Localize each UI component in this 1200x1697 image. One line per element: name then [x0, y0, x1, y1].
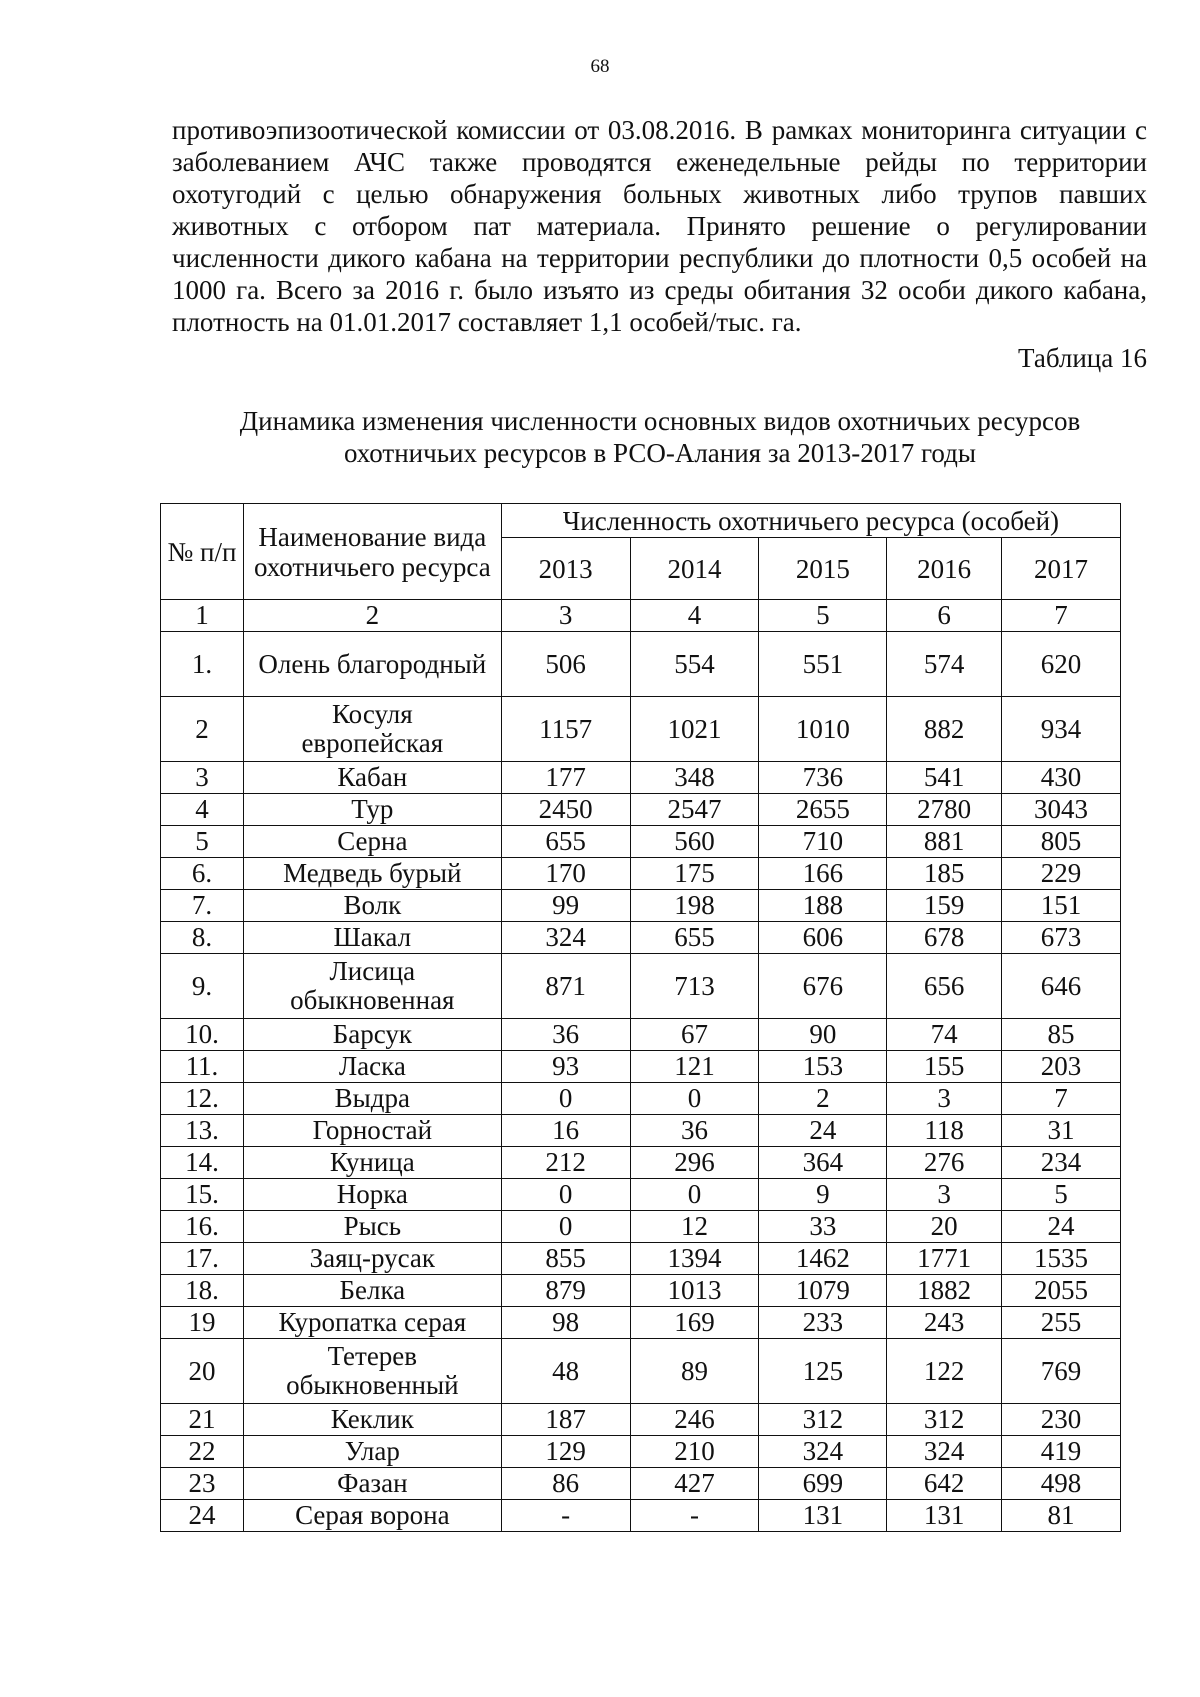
- population-value: 673: [1002, 922, 1121, 954]
- population-value: 419: [1002, 1436, 1121, 1468]
- population-value: 656: [887, 954, 1002, 1019]
- population-value: 296: [630, 1147, 759, 1179]
- species-name: Косуля европейская: [243, 697, 501, 762]
- column-number: 4: [630, 600, 759, 632]
- population-value: 212: [501, 1147, 630, 1179]
- population-value: -: [501, 1500, 630, 1532]
- row-number: 23: [161, 1468, 244, 1500]
- population-value: 736: [759, 762, 887, 794]
- population-value: 364: [759, 1147, 887, 1179]
- population-value: 430: [1002, 762, 1121, 794]
- population-value: 185: [887, 858, 1002, 890]
- population-value: 85: [1002, 1019, 1121, 1051]
- table-row: [161, 1404, 1121, 1436]
- population-value: 246: [630, 1404, 759, 1436]
- row-number: 9.: [161, 954, 244, 1019]
- row-number: 5: [161, 826, 244, 858]
- species-name: Серая ворона: [243, 1500, 501, 1532]
- table-row: [161, 1051, 1121, 1083]
- row-number: 21: [161, 1404, 244, 1436]
- species-name: Кабан: [243, 762, 501, 794]
- row-number: 17.: [161, 1243, 244, 1275]
- population-value: 99: [501, 890, 630, 922]
- column-number: 7: [1002, 600, 1121, 632]
- table-row: [161, 1339, 1121, 1404]
- table-row: [161, 1211, 1121, 1243]
- population-value: 67: [630, 1019, 759, 1051]
- table-row: [161, 826, 1121, 858]
- population-value: 560: [630, 826, 759, 858]
- population-value: 233: [759, 1307, 887, 1339]
- population-value: 24: [759, 1115, 887, 1147]
- population-value: 541: [887, 762, 1002, 794]
- row-number: 10.: [161, 1019, 244, 1051]
- population-value: 20: [887, 1211, 1002, 1243]
- header-name: Наименование вида охотничьего ресурса: [243, 504, 501, 600]
- species-name: Куница: [243, 1147, 501, 1179]
- population-value: 188: [759, 890, 887, 922]
- population-value: 86: [501, 1468, 630, 1500]
- population-value: 3: [887, 1083, 1002, 1115]
- population-value: 89: [630, 1339, 759, 1404]
- population-value: 1462: [759, 1243, 887, 1275]
- population-value: 606: [759, 922, 887, 954]
- species-name: Лисица обыкновенная: [243, 954, 501, 1019]
- population-value: 1021: [630, 697, 759, 762]
- population-value: 12: [630, 1211, 759, 1243]
- table-title: [160, 405, 1160, 469]
- row-number: 7.: [161, 890, 244, 922]
- row-number: 22: [161, 1436, 244, 1468]
- population-value: 131: [887, 1500, 1002, 1532]
- population-value: 16: [501, 1115, 630, 1147]
- table-label: Таблица 16: [1018, 343, 1147, 373]
- population-value: 48: [501, 1339, 630, 1404]
- population-value: 210: [630, 1436, 759, 1468]
- population-value: 574: [887, 632, 1002, 697]
- species-name: Куропатка серая: [243, 1307, 501, 1339]
- population-value: 312: [759, 1404, 887, 1436]
- population-value: 121: [630, 1051, 759, 1083]
- population-value: 881: [887, 826, 1002, 858]
- species-name: Заяц-русак: [243, 1243, 501, 1275]
- population-value: 5: [1002, 1179, 1121, 1211]
- population-value: 1535: [1002, 1243, 1121, 1275]
- population-value: 153: [759, 1051, 887, 1083]
- column-number: 1: [161, 600, 244, 632]
- row-number: 2: [161, 697, 244, 762]
- header-year: 2013: [501, 538, 630, 600]
- population-value: 243: [887, 1307, 1002, 1339]
- population-value: 1079: [759, 1275, 887, 1307]
- population-value: 1013: [630, 1275, 759, 1307]
- population-value: 151: [1002, 890, 1121, 922]
- species-name: Медведь бурый: [243, 858, 501, 890]
- species-name: Барсук: [243, 1019, 501, 1051]
- species-name: Тетерев обыкновенный: [243, 1339, 501, 1404]
- table-row: [161, 954, 1121, 1019]
- population-value: 203: [1002, 1051, 1121, 1083]
- population-value: 36: [501, 1019, 630, 1051]
- species-name: Улар: [243, 1436, 501, 1468]
- population-value: 882: [887, 697, 1002, 762]
- page-number: 68: [590, 56, 610, 77]
- population-value: 7: [1002, 1083, 1121, 1115]
- header-year: 2015: [759, 538, 887, 600]
- population-value: 655: [630, 922, 759, 954]
- population-value: 229: [1002, 858, 1121, 890]
- population-value: 2780: [887, 794, 1002, 826]
- population-value: 348: [630, 762, 759, 794]
- population-value: 0: [501, 1211, 630, 1243]
- population-value: 713: [630, 954, 759, 1019]
- population-value: -: [630, 1500, 759, 1532]
- row-number: 18.: [161, 1275, 244, 1307]
- row-number: 3: [161, 762, 244, 794]
- header-year: 2016: [887, 538, 1002, 600]
- population-value: 98: [501, 1307, 630, 1339]
- population-value: 169: [630, 1307, 759, 1339]
- population-value: 855: [501, 1243, 630, 1275]
- species-name: Норка: [243, 1179, 501, 1211]
- row-number: 24: [161, 1500, 244, 1532]
- population-value: 198: [630, 890, 759, 922]
- row-number: 19: [161, 1307, 244, 1339]
- population-value: 2547: [630, 794, 759, 826]
- table-row: [161, 922, 1121, 954]
- species-name: Волк: [243, 890, 501, 922]
- population-value: 166: [759, 858, 887, 890]
- column-number: 3: [501, 600, 630, 632]
- population-value: 131: [759, 1500, 887, 1532]
- header-year: 2014: [630, 538, 759, 600]
- table-row: [161, 1436, 1121, 1468]
- population-value: 276: [887, 1147, 1002, 1179]
- population-value: 879: [501, 1275, 630, 1307]
- table-row: [161, 632, 1121, 697]
- row-number: 4: [161, 794, 244, 826]
- table-row: [161, 1147, 1121, 1179]
- species-name: Выдра: [243, 1083, 501, 1115]
- population-value: 2055: [1002, 1275, 1121, 1307]
- population-value: 0: [630, 1179, 759, 1211]
- population-value: 177: [501, 762, 630, 794]
- population-value: 710: [759, 826, 887, 858]
- row-number: 15.: [161, 1179, 244, 1211]
- header-num: № п/п: [161, 504, 244, 600]
- population-value: 125: [759, 1339, 887, 1404]
- table-row: [161, 1307, 1121, 1339]
- wildlife-population-table: [160, 503, 1121, 1532]
- column-number: 5: [759, 600, 887, 632]
- table-row: [161, 1500, 1121, 1532]
- population-value: 90: [759, 1019, 887, 1051]
- population-value: 81: [1002, 1500, 1121, 1532]
- population-value: 3043: [1002, 794, 1121, 826]
- intro-text-block: [172, 114, 1147, 338]
- population-value: 871: [501, 954, 630, 1019]
- population-value: 676: [759, 954, 887, 1019]
- header-year: 2017: [1002, 538, 1121, 600]
- table-body: [161, 632, 1121, 1532]
- population-value: 642: [887, 1468, 1002, 1500]
- population-value: 1157: [501, 697, 630, 762]
- population-value: 230: [1002, 1404, 1121, 1436]
- table-row: [161, 1243, 1121, 1275]
- row-number: 14.: [161, 1147, 244, 1179]
- row-number: 8.: [161, 922, 244, 954]
- population-value: 1010: [759, 697, 887, 762]
- column-number: 6: [887, 600, 1002, 632]
- population-value: 655: [501, 826, 630, 858]
- table-row: [161, 762, 1121, 794]
- population-value: 1394: [630, 1243, 759, 1275]
- column-number: 2: [243, 600, 501, 632]
- population-value: 2655: [759, 794, 887, 826]
- row-number: 12.: [161, 1083, 244, 1115]
- table-row: [161, 890, 1121, 922]
- population-value: 0: [630, 1083, 759, 1115]
- population-value: 934: [1002, 697, 1121, 762]
- population-value: 324: [887, 1436, 1002, 1468]
- population-value: 24: [1002, 1211, 1121, 1243]
- population-value: 159: [887, 890, 1002, 922]
- population-value: 170: [501, 858, 630, 890]
- table-row: [161, 1275, 1121, 1307]
- species-name: Олень благородный: [243, 632, 501, 697]
- table-row: [161, 1019, 1121, 1051]
- population-value: 1771: [887, 1243, 1002, 1275]
- species-name: Шакал: [243, 922, 501, 954]
- table-title-line-1: Динамика изменения численности основных видов охотничьих ресурсов: [239, 406, 1081, 436]
- table-row: [161, 1179, 1121, 1211]
- population-value: 31: [1002, 1115, 1121, 1147]
- population-value: 175: [630, 858, 759, 890]
- population-value: 1882: [887, 1275, 1002, 1307]
- table-row: [161, 697, 1121, 762]
- population-value: 699: [759, 1468, 887, 1500]
- table-row: [161, 1115, 1121, 1147]
- table-row: [161, 794, 1121, 826]
- population-value: 427: [630, 1468, 759, 1500]
- population-value: 506: [501, 632, 630, 697]
- row-number: 6.: [161, 858, 244, 890]
- table-row: [161, 858, 1121, 890]
- population-value: 0: [501, 1083, 630, 1115]
- population-value: 36: [630, 1115, 759, 1147]
- header-group: Численность охотничьего ресурса (особей): [501, 504, 1120, 538]
- population-value: 324: [501, 922, 630, 954]
- row-number: 1.: [161, 632, 244, 697]
- population-value: 498: [1002, 1468, 1121, 1500]
- population-value: 2450: [501, 794, 630, 826]
- row-number: 11.: [161, 1051, 244, 1083]
- population-value: 769: [1002, 1339, 1121, 1404]
- species-name: Ласка: [243, 1051, 501, 1083]
- population-value: 646: [1002, 954, 1121, 1019]
- species-name: Тур: [243, 794, 501, 826]
- table-row: [161, 1468, 1121, 1500]
- species-name: Белка: [243, 1275, 501, 1307]
- population-value: 551: [759, 632, 887, 697]
- species-name: Кеклик: [243, 1404, 501, 1436]
- population-value: 255: [1002, 1307, 1121, 1339]
- intro-paragraph: противоэпизоотической комиссии от 03.08.2016. В рамках мониторинга ситуации с заболеванием АЧС также проводятся еженедельные рейды по территории охотугодий с целью обнаружения больных животных либо трупов павших животных с отбором пат материала. Принято решение о регулировании численности дикого кабана на территории республики до плотности 0,5 особей на 1000 га. Всего за 2016 г. было изъято из среды обитания 32 особи дикого кабана, плотность на 01.01.2017 составляет 1,1 особей/тыс. га.: [172, 115, 1147, 337]
- population-value: 3: [887, 1179, 1002, 1211]
- population-value: 312: [887, 1404, 1002, 1436]
- population-value: 324: [759, 1436, 887, 1468]
- table-title-line-2: охотничьих ресурсов в РСО-Алания за 2013-2017 годы: [343, 438, 976, 468]
- population-value: 93: [501, 1051, 630, 1083]
- species-name: Фазан: [243, 1468, 501, 1500]
- row-number: 20: [161, 1339, 244, 1404]
- population-value: 805: [1002, 826, 1121, 858]
- row-number: 13.: [161, 1115, 244, 1147]
- population-value: 74: [887, 1019, 1002, 1051]
- population-value: 678: [887, 922, 1002, 954]
- species-name: Горностай: [243, 1115, 501, 1147]
- population-value: 9: [759, 1179, 887, 1211]
- table-row: [161, 1083, 1121, 1115]
- population-value: 0: [501, 1179, 630, 1211]
- population-value: 2: [759, 1083, 887, 1115]
- population-value: 118: [887, 1115, 1002, 1147]
- row-number: 16.: [161, 1211, 244, 1243]
- population-value: 122: [887, 1339, 1002, 1404]
- population-value: 620: [1002, 632, 1121, 697]
- population-value: 33: [759, 1211, 887, 1243]
- population-value: 234: [1002, 1147, 1121, 1179]
- population-value: 155: [887, 1051, 1002, 1083]
- species-name: Рысь: [243, 1211, 501, 1243]
- species-name: Серна: [243, 826, 501, 858]
- population-value: 129: [501, 1436, 630, 1468]
- population-value: 187: [501, 1404, 630, 1436]
- population-value: 554: [630, 632, 759, 697]
